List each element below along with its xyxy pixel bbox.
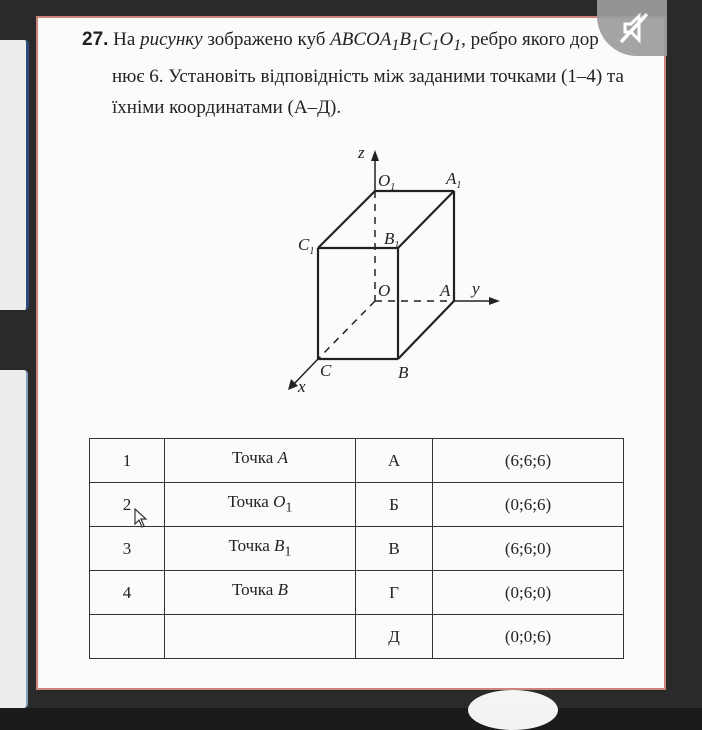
label-C: C [320, 361, 332, 380]
question-text-part: На [113, 29, 141, 50]
question-line-3: їхніми координатами (А–Д). [112, 96, 342, 118]
point-name [165, 615, 356, 659]
matching-table [89, 438, 624, 659]
question-text-part: , ребро якого дор [461, 29, 599, 50]
coordinates: (0;0;6) [433, 615, 624, 659]
axis-label-x: x [298, 377, 306, 396]
answer-letter: Б [356, 483, 433, 527]
table-row [90, 615, 624, 659]
coordinates: (0;6;6) [433, 483, 624, 527]
y-axis-arrow [489, 297, 500, 305]
answer-letter: А [356, 439, 433, 483]
point-name: Точка B [165, 571, 356, 615]
point-name: Точка A [165, 439, 356, 483]
axis-label-y: y [472, 279, 480, 298]
side-panel-bottom [0, 370, 28, 708]
answer-letter: Д [356, 615, 433, 659]
question-number: 27. [82, 29, 109, 50]
cube-name: $ABCOA_1B_1C_1O_1$ [330, 29, 462, 54]
label-B1: $B_1$ [384, 229, 400, 251]
question-line-1 [82, 24, 660, 61]
row-number [90, 615, 165, 659]
cube-edge [318, 191, 375, 248]
row-number: 4 [90, 571, 165, 615]
mouse-cursor-icon [134, 508, 148, 533]
table-row [90, 439, 624, 483]
row-number: 1 [90, 439, 165, 483]
label-A: A [440, 281, 451, 300]
question-emphasis: рисунку [140, 29, 203, 50]
point-name: Точка $O_1$ [165, 483, 356, 527]
cube-edge [398, 301, 454, 359]
textbook-page [36, 16, 666, 690]
sound-off-icon [611, 6, 655, 50]
question-line-2: нює 6. Установіть відповідність між заданими точками (1–4) та [112, 65, 624, 87]
z-axis-arrow [371, 150, 379, 161]
question-text [82, 24, 660, 123]
label-O1: $O_1$ [378, 171, 396, 193]
table-row [90, 571, 624, 615]
coordinates: (6;6;0) [433, 527, 624, 571]
table-row [90, 527, 624, 571]
label-B: B [398, 363, 409, 382]
row-number: 3 [90, 527, 165, 571]
axis-label-z: z [358, 146, 365, 162]
cube-figure [248, 146, 508, 416]
label-C1: $C_1$ [298, 235, 315, 257]
row-number: 2 [90, 483, 165, 527]
bottom-control[interactable] [468, 690, 558, 730]
coordinates: (6;6;6) [433, 439, 624, 483]
cube-edge [398, 191, 454, 248]
label-O: O [378, 281, 391, 300]
hidden-edge [318, 301, 375, 359]
label-A1: $A_1$ [446, 169, 462, 191]
table-row [90, 483, 624, 527]
side-panel-top [0, 40, 29, 310]
coordinates: (0;6;0) [433, 571, 624, 615]
answer-letter: В [356, 527, 433, 571]
answer-letter: Г [356, 571, 433, 615]
question-text-part: зображено куб [202, 29, 331, 50]
point-name: Точка $B_1$ [165, 527, 356, 571]
